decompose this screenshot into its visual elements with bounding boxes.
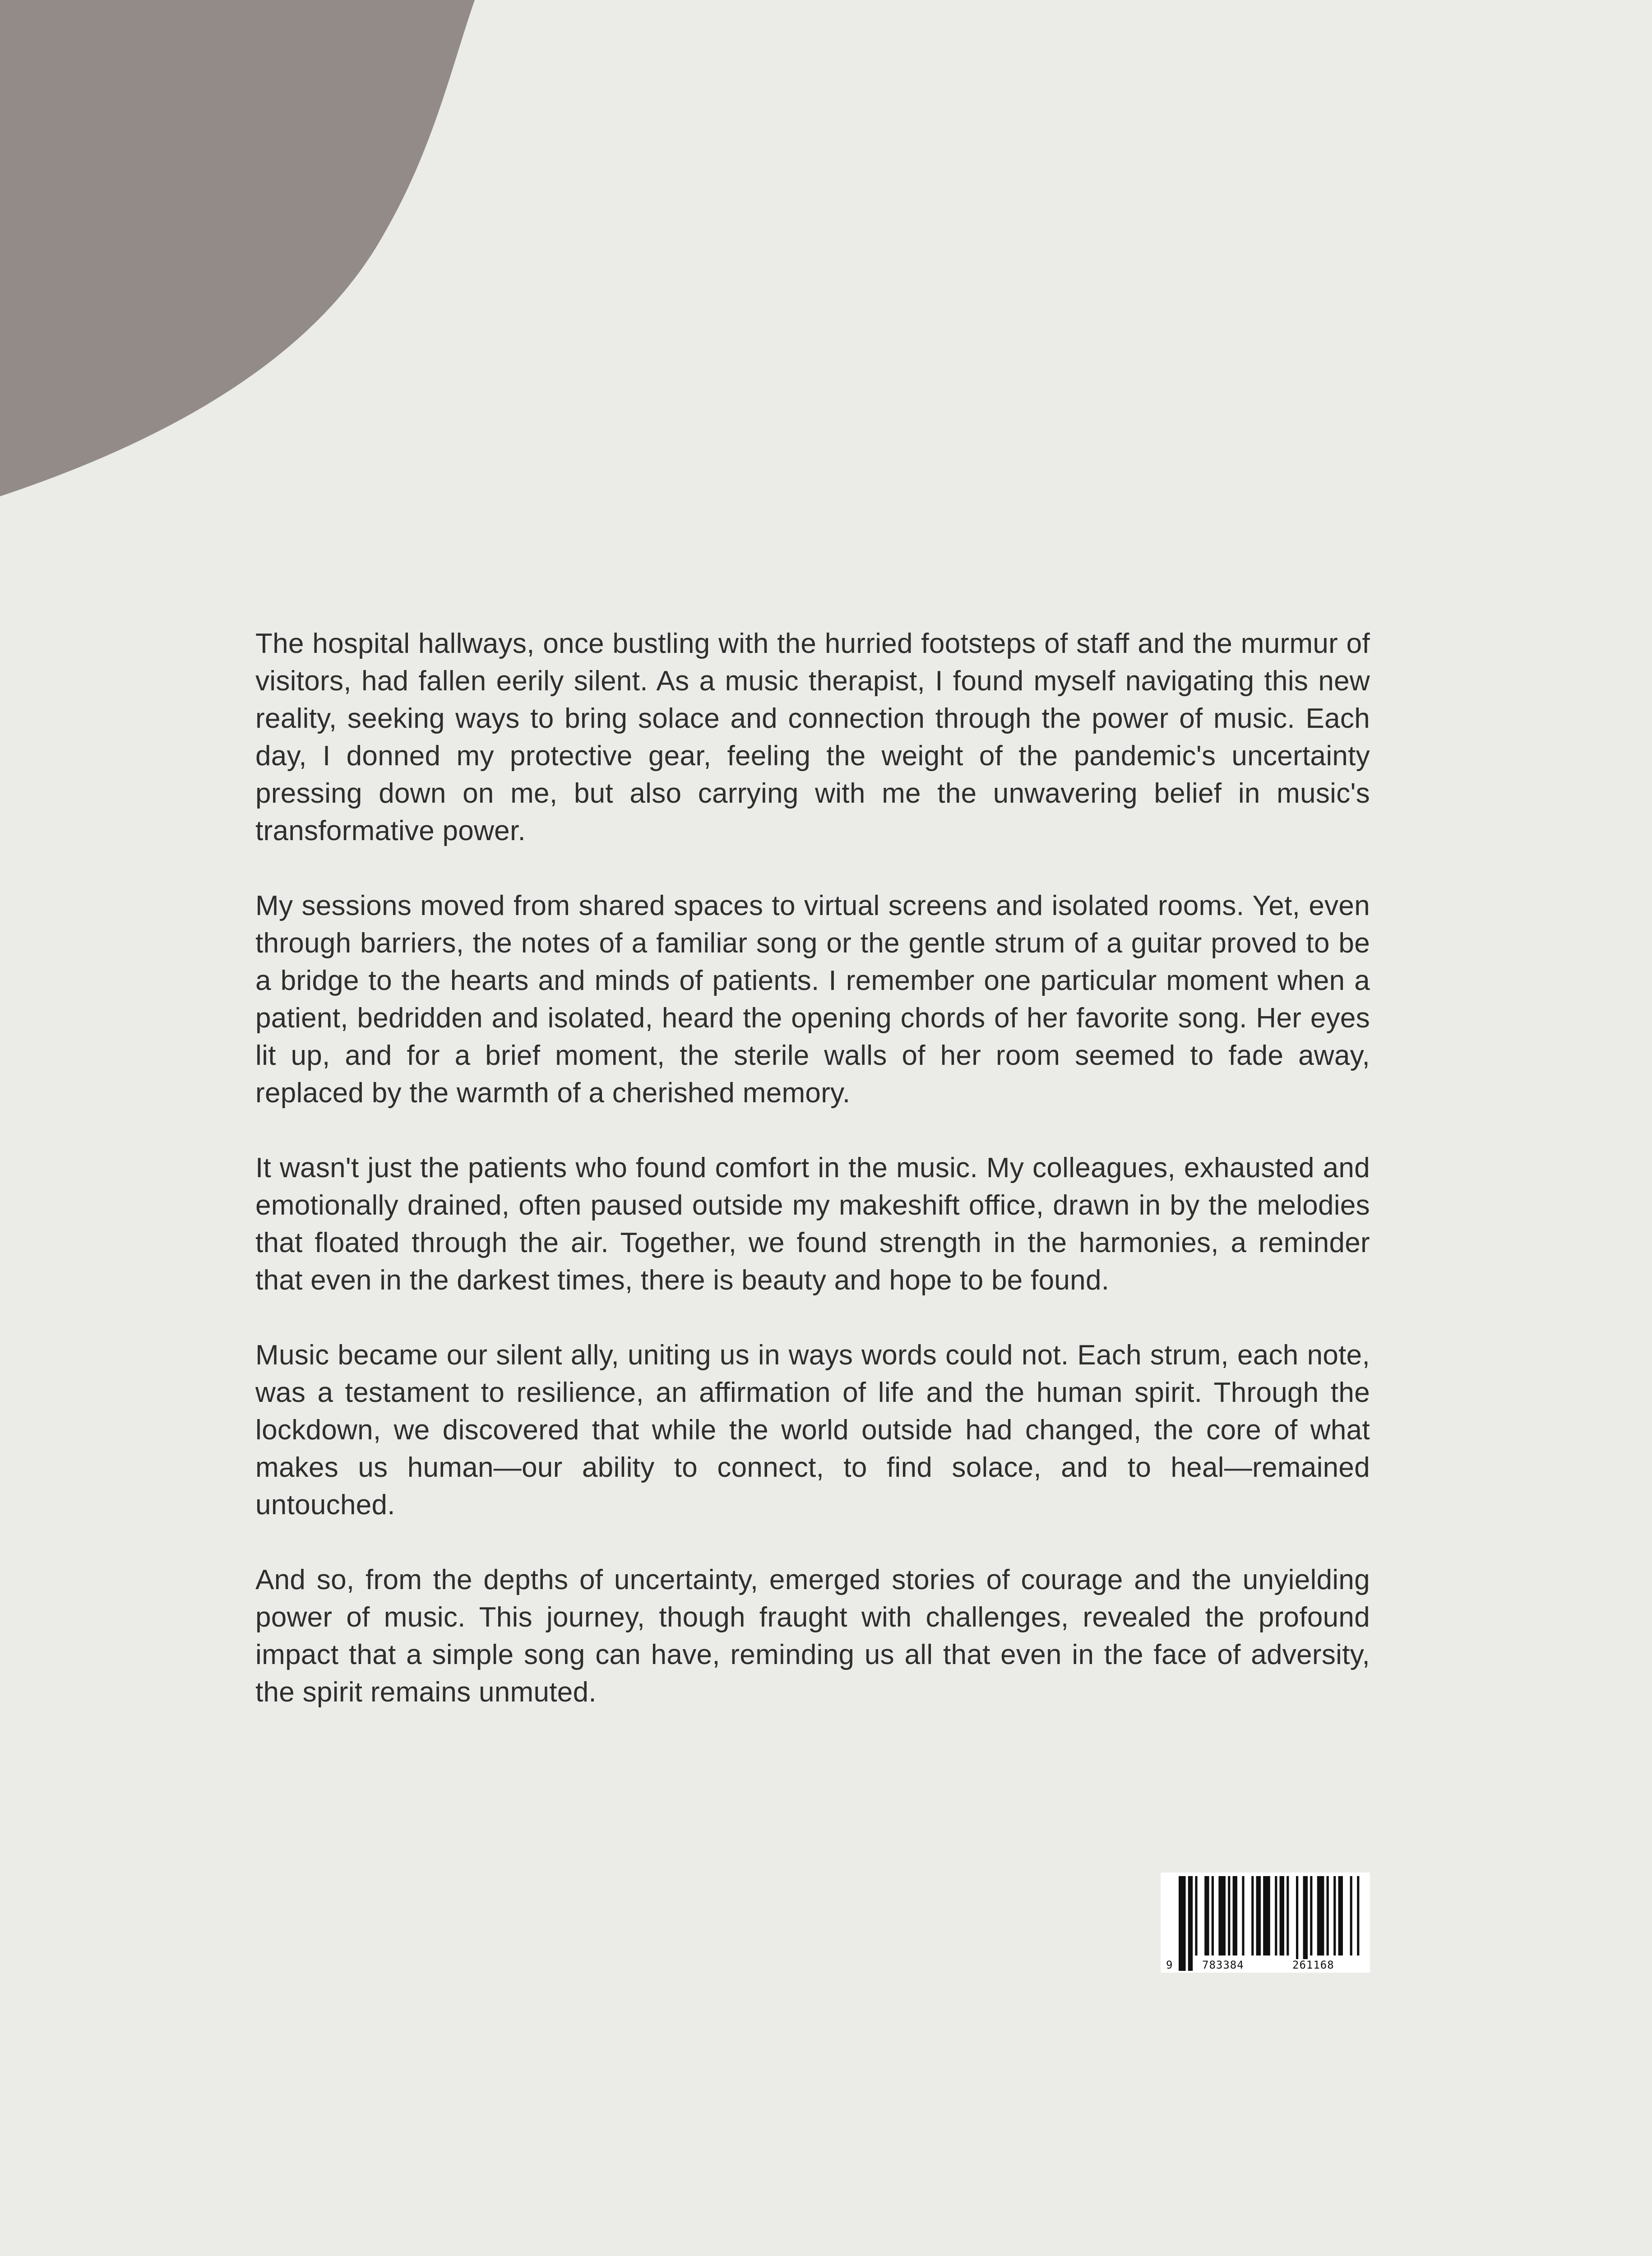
barcode-bar xyxy=(1333,1876,1336,1956)
barcode-left-digits: 783384 xyxy=(1202,1959,1244,1971)
barcode-bar xyxy=(1233,1876,1237,1956)
barcode-bar xyxy=(1310,1876,1312,1956)
barcode-bar xyxy=(1251,1876,1254,1956)
barcode-bar xyxy=(1350,1876,1352,1956)
barcode-bar xyxy=(1303,1876,1308,1971)
barcode-bar xyxy=(1280,1876,1284,1956)
paragraph: And so, from the depths of uncertainty, emerged stories of courage and the unyielding power of music. This journey, though fraught with challenges, revealed the profound impact that a simple song can have, reminding us all that even in the face of adversity, the spirit remains unmuted. xyxy=(255,1564,1370,1708)
paragraph: Music became our silent ally, uniting us in ways words could not. Each strum, each note, was a testament to resilience, an affirmation of life and the human spirit. Through the lockdown, we discovered that while the world outside had changed, the core of what makes us human—our ability to connect, to find solace, and to heal—remained untouched. xyxy=(255,1340,1370,1521)
barcode-bar xyxy=(1228,1876,1230,1956)
barcode-bars xyxy=(1161,1872,1370,1973)
barcode-bar xyxy=(1218,1876,1226,1956)
isbn-barcode xyxy=(1161,1872,1370,1973)
barcode-bar xyxy=(1327,1876,1329,1956)
barcode-bar xyxy=(1296,1876,1298,1971)
barcode-bar xyxy=(1317,1876,1324,1956)
barcode-bar xyxy=(1204,1876,1209,1956)
barcode-bar xyxy=(1212,1876,1214,1956)
decorative-corner-shape xyxy=(0,0,478,501)
barcode-first-digit: 9 xyxy=(1166,1959,1173,1971)
paragraph: The hospital hallways, once bustling with the hurried footsteps of staff and the murmur of visitors, had fallen eerily silent. As a music therapist, I found myself navigating this new reality, seeking ways to bring solace and connection through the power of music. Each day, I donned my protective gear, feeling the weight of the pandemic's uncertainty pressing down on me, but also carrying with me the unwavering belief in music's transformative power. xyxy=(255,628,1370,846)
barcode-bar xyxy=(1275,1876,1277,1956)
barcode-bar xyxy=(1357,1876,1359,1956)
barcode-bar xyxy=(1195,1876,1197,1956)
barcode-bar xyxy=(1263,1876,1270,1956)
barcode-right-digits: 261168 xyxy=(1292,1959,1334,1971)
paragraph: It wasn't just the patients who found comfort in the music. My colleagues, exhausted and emotionally drained, often paused outside my makeshift office, drawn in by the melodies that floated through the air. Together, we found strength in the harmonies, a reminder that even in the darkest times, there is beauty and hope to be found. xyxy=(255,1152,1370,1296)
barcode-bar xyxy=(1256,1876,1261,1956)
barcode-bar xyxy=(1242,1876,1244,1956)
paragraph: My sessions moved from shared spaces to virtual screens and isolated rooms. Yet, even through barriers, the notes of a familiar song or the gentle strum of a guitar proved to be a bridge to the hearts and minds of patients. I remember one particular moment when a patient, bedridden and isolated, heard the opening chords of her favorite song. Her eyes lit up, and for a brief moment, the sterile walls of her room seemed to fade away, replaced by the warmth of a cherished memory. xyxy=(255,890,1370,1109)
barcode-bar xyxy=(1179,1876,1186,1971)
barcode-bar xyxy=(1286,1876,1289,1956)
barcode-bar xyxy=(1188,1876,1193,1971)
barcode-bar xyxy=(1338,1876,1343,1956)
body-text xyxy=(255,625,1370,1748)
